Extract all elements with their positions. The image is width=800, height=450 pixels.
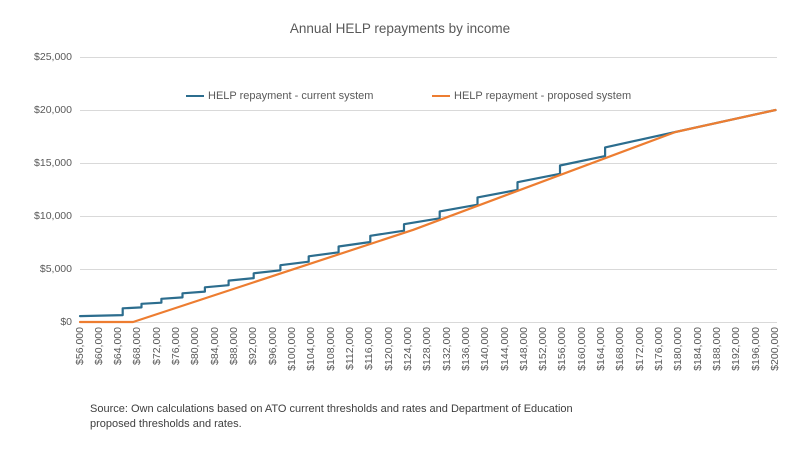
- x-tick-label: $136,000: [459, 327, 472, 371]
- x-tick-label: $104,000: [305, 327, 318, 371]
- x-tick-label: $120,000: [382, 327, 395, 371]
- x-tick-label: $128,000: [421, 327, 434, 371]
- legend-entry-proposed: [432, 89, 631, 103]
- x-tick-label: $100,000: [286, 327, 298, 371]
- legend-entry-current: [186, 89, 373, 103]
- legend-line-swatch-proposed: [432, 95, 450, 98]
- x-tick-label: $164,000: [595, 327, 608, 371]
- x-tick-label: $144,000: [498, 327, 511, 371]
- y-gridline: [80, 322, 777, 323]
- y-tick-label: $15,000: [34, 157, 72, 169]
- y-tick-label: $0: [60, 316, 72, 328]
- x-tick-label: $92,000: [247, 327, 260, 365]
- x-tick-label: $192,000: [730, 327, 743, 371]
- x-tick-label: $160,000: [575, 327, 588, 371]
- x-tick-label: $156,000: [556, 327, 569, 371]
- y-gridline: [80, 163, 777, 164]
- x-tick-label: $64,000: [112, 327, 125, 365]
- x-tick-label: $84,000: [208, 327, 221, 365]
- y-tick-label: $10,000: [34, 210, 72, 222]
- x-tick-label: $172,000: [633, 327, 646, 371]
- legend-label-proposed: HELP repayment - proposed system: [454, 90, 632, 102]
- x-tick-label: $188,000: [711, 327, 724, 371]
- x-tick-label: $176,000: [653, 327, 666, 371]
- x-tick-label: $180,000: [672, 327, 685, 371]
- y-gridline: [80, 216, 777, 217]
- y-tick-label: $25,000: [34, 51, 72, 63]
- source-note: [90, 402, 573, 432]
- x-tick-label: $60,000: [92, 327, 105, 365]
- source-note-line1: Source: Own calculations based on ATO current thresholds and rates and Department of Education: [90, 403, 573, 415]
- x-tick-label: $56,000: [73, 327, 86, 365]
- x-tick-label: $200,000: [769, 327, 781, 371]
- x-tick-label: $108,000: [324, 327, 337, 371]
- x-tick-label: $140,000: [479, 327, 492, 371]
- x-tick-label: $196,000: [749, 327, 762, 371]
- x-tick-label: $80,000: [189, 327, 202, 365]
- x-tick-label: $68,000: [131, 327, 144, 365]
- y-gridline: [80, 110, 777, 111]
- x-tick-label: $96,000: [266, 327, 279, 365]
- y-tick-label: $5,000: [39, 263, 72, 275]
- x-tick-label: $124,000: [401, 327, 414, 371]
- x-tick-label: $168,000: [614, 327, 627, 371]
- x-tick-label: $88,000: [228, 327, 241, 365]
- y-gridline: [80, 57, 777, 58]
- legend-label-current: HELP repayment - current system: [208, 90, 374, 102]
- x-tick-label: $184,000: [691, 327, 704, 371]
- x-tick-label: $112,000: [343, 327, 356, 371]
- x-tick-label: $148,000: [517, 327, 530, 371]
- series-line-current: [80, 110, 776, 316]
- x-tick-label: $152,000: [537, 327, 550, 371]
- y-gridline: [80, 269, 777, 270]
- source-note-line2: proposed thresholds and rates.: [90, 418, 242, 430]
- x-tick-label: $76,000: [170, 327, 183, 365]
- x-tick-label: $116,000: [363, 327, 376, 371]
- legend-line-swatch-current: [186, 95, 204, 98]
- y-tick-label: $20,000: [34, 104, 72, 116]
- x-tick-label: $72,000: [150, 327, 163, 365]
- chart-title: Annual HELP repayments by income: [289, 21, 511, 36]
- x-tick-label: $132,000: [440, 327, 453, 371]
